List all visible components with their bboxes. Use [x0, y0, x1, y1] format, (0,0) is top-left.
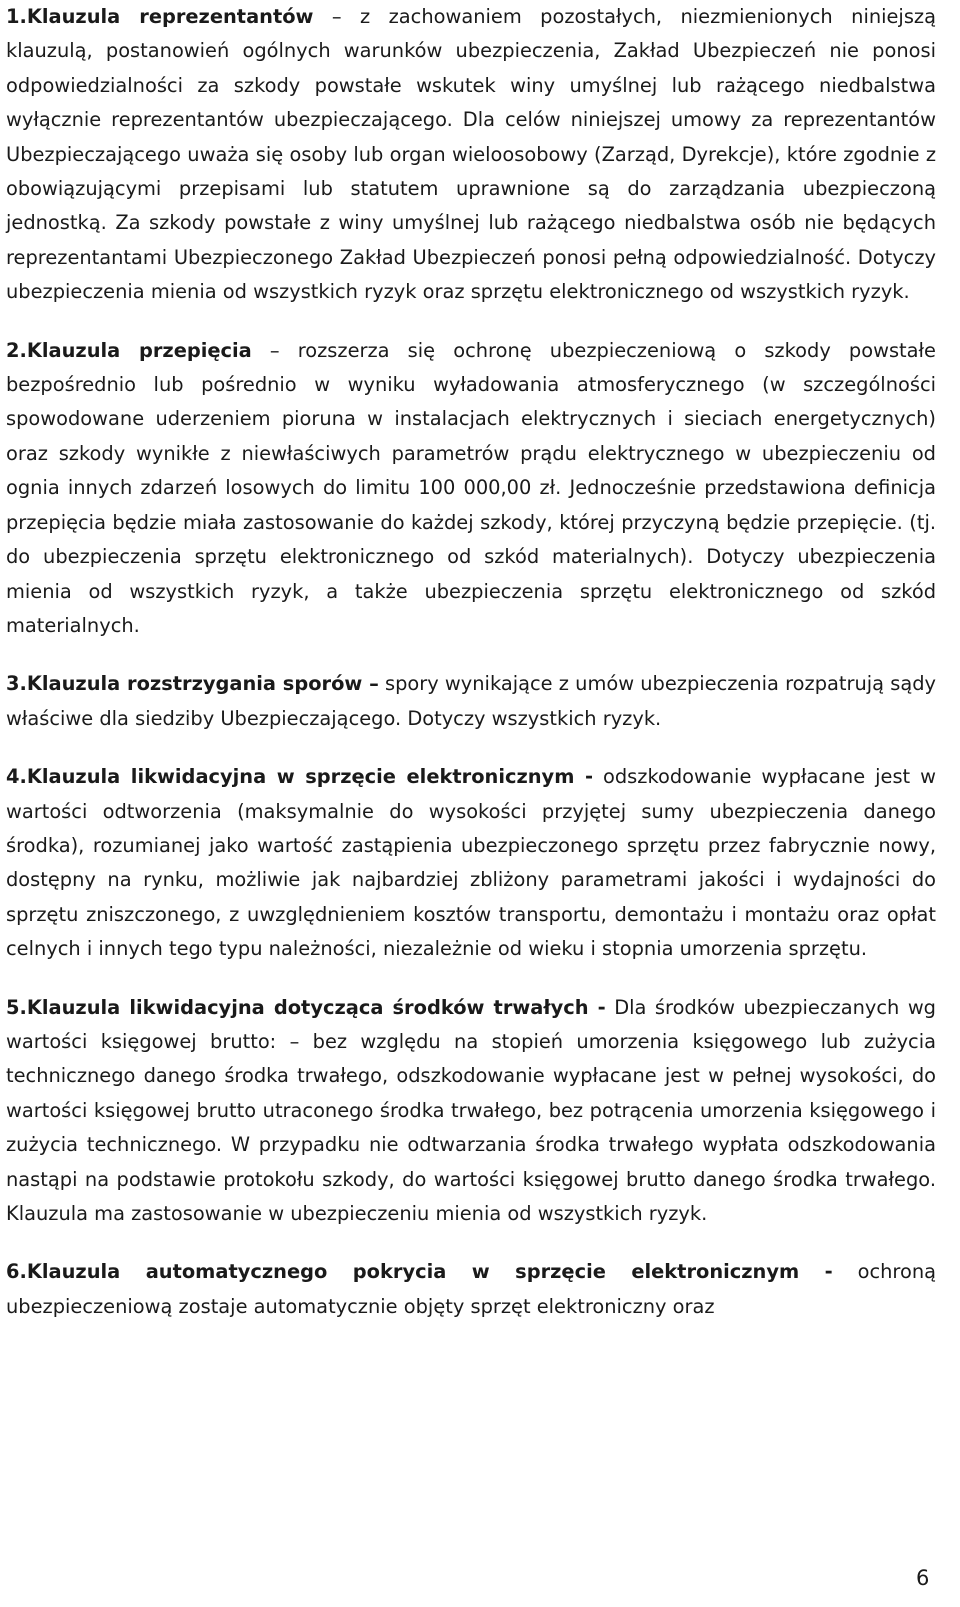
- clause-title: 2.Klauzula przepięcia: [6, 338, 252, 362]
- clause-title: 5.Klauzula likwidacyjna dotycząca środków trwałych -: [6, 995, 606, 1019]
- clause-text: odszkodowanie wypłacane jest w wartości odtworzenia (maksymalnie do wysokości przyjętej sumy ubezpieczenia danego środka), rozumianej jako wartość zastąpienia ubezpieczonego sprzętu przez fabrycznie nowy, dostępny na rynku, możliwie jak najbardziej zbliżony parametrami jakości i wydajności do sprzętu zniszczonego, z uwzględnieniem kosztów transportu, demontażu i montażu oraz opłat celnych i innych tego typu należności, niezależnie od wieku i stopnia umorzenia sprzętu.: [6, 765, 936, 961]
- clause-liquidation-fixed-assets: [6, 991, 936, 1232]
- clause-automatic-coverage: [6, 1255, 936, 1324]
- clause-title: 3.Klauzula rozstrzygania sporów –: [6, 672, 379, 696]
- clause-text: ochroną ubezpieczeniową zostaje automatycznie objęty sprzęt elektroniczny oraz: [6, 1260, 936, 1318]
- clause-overvoltage: [6, 334, 936, 644]
- page-number: 6: [916, 1566, 930, 1590]
- clause-representatives: [6, 0, 936, 310]
- clause-liquidation-electronics: [6, 760, 936, 966]
- clause-text: – z zachowaniem pozostałych, niezmienionych niniejszą klauzulą, postanowień ogólnych warunków ubezpieczenia, Zakład Ubezpieczeń nie ponosi odpowiedzialności za szkody powstałe wskutek winy umyślnej lub rażącego niedbalstwa wyłącznie reprezentantów ubezpieczającego. Dla celów niniejszej umowy za reprezentantów Ubezpieczającego uważa się osoby lub organ wieloosobowy (Zarząd, Dyrekcje), które zgodnie z obowiązującymi przepisami lub statutem uprawnione są do zarządzania ubezpieczoną jednostką. Za szkody powstałe z winy umyślnej lub rażącego niedbalstwa osób nie będących reprezentantami Ubezpieczonego Zakład Ubezpieczeń ponosi pełną odpowiedzialność. Dotyczy ubezpieczenia mienia od wszystkich ryzyk oraz sprzętu elektronicznego od wszystkich ryzyk.: [6, 5, 936, 304]
- clause-title: 6.Klauzula automatycznego pokrycia w sprzęcie elektronicznym -: [6, 1260, 833, 1284]
- document-page: [6, 0, 936, 1324]
- clause-dispute-resolution: [6, 667, 936, 736]
- clause-text: – rozszerza się ochronę ubezpieczeniową o szkody powstałe bezpośrednio lub pośrednio w wyniku wyładowania atmosferycznego (w szczególności spowodowane uderzeniem pioruna w instalacjach elektrycznych i sieciach energetycznych) oraz szkody wynikłe z niewłaściwych parametrów prądu elektrycznego w ubezpieczeniu od ognia innych zdarzeń losowych do limitu 100 000,00 zł. Jednocześnie przedstawiona definicja przepięcia będzie miała zastosowanie do każdej szkody, której przyczyną będzie przepięcie. (tj. do ubezpieczenia sprzętu elektronicznego od szkód materialnych). Dotyczy ubezpieczenia mienia od wszystkich ryzyk, a także ubezpieczenia sprzętu elektronicznego od szkód materialnych.: [6, 338, 936, 637]
- clause-title: 4.Klauzula likwidacyjna w sprzęcie elektronicznym -: [6, 765, 594, 789]
- clause-text: Dla środków ubezpieczanych wg wartości księgowej brutto: – bez względu na stopień umorzenia księgowego lub zużycia technicznego danego środka trwałego, odszkodowanie wypłacane jest w pełnej wysokości, do wartości księgowej brutto utraconego środka trwałego, bez potrącenia umorzenia księgowego i zużycia technicznego. W przypadku nie odtwarzania środka trwałego wypłata odszkodowania nastąpi na podstawie protokołu szkody, do wartości księgowej brutto danego środka trwałego. Klauzula ma zastosowanie w ubezpieczeniu mienia od wszystkich ryzyk.: [6, 995, 936, 1225]
- clause-title: 1.Klauzula reprezentantów: [6, 5, 314, 28]
- clause-text: spory wynikające z umów ubezpieczenia rozpatrują sądy właściwe dla siedziby Ubezpieczającego. Dotyczy wszystkich ryzyk.: [6, 672, 936, 730]
